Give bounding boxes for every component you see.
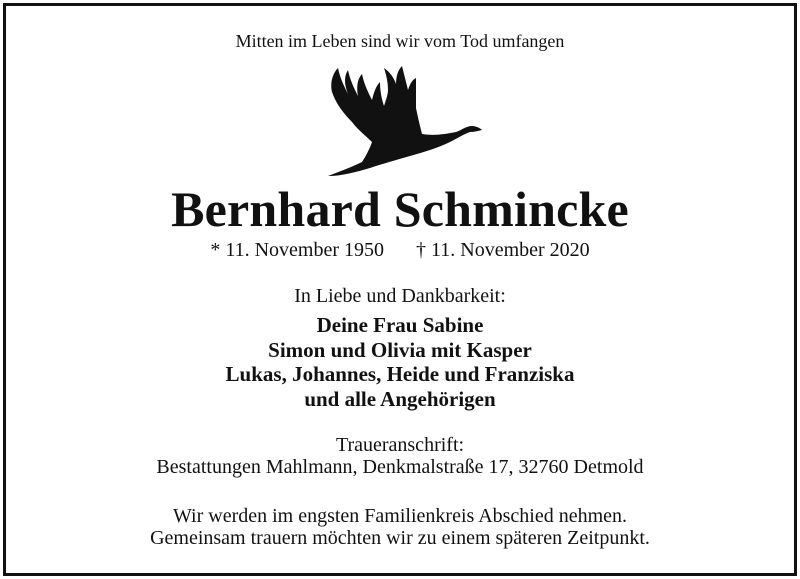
deceased-name: Bernhard Schmincke xyxy=(171,181,629,237)
life-dates xyxy=(0,239,800,262)
mourning-address: Bestattungen Mahlmann, Denkmalstraße 17, 32760 Detmold xyxy=(156,456,644,478)
notice-line: Gemeinsam trauern möchten wir zu einem späteren Zeitpunkt. xyxy=(150,527,650,549)
family-list xyxy=(0,313,800,411)
death-date: † 11. November 2020 xyxy=(416,239,590,261)
family-line: Deine Frau Sabine xyxy=(316,313,484,337)
dedication-intro: In Liebe und Dankbarkeit: xyxy=(294,285,506,307)
family-line: Lukas, Johannes, Heide und Franziska xyxy=(225,362,575,386)
notice-line: Wir werden im engsten Familienkreis Abschied nehmen. xyxy=(172,505,628,527)
farewell-notice xyxy=(0,505,800,549)
birth-date: * 11. November 1950 xyxy=(210,239,384,261)
family-line: und alle Angehörigen xyxy=(304,386,496,411)
flying-crane-icon xyxy=(326,64,486,182)
motto: Mitten im Leben sind wir vom Tod umfangen xyxy=(235,31,565,51)
address-label: Traueranschrift: xyxy=(335,434,465,456)
family-line: Simon und Olivia mit Kasper xyxy=(268,337,532,362)
